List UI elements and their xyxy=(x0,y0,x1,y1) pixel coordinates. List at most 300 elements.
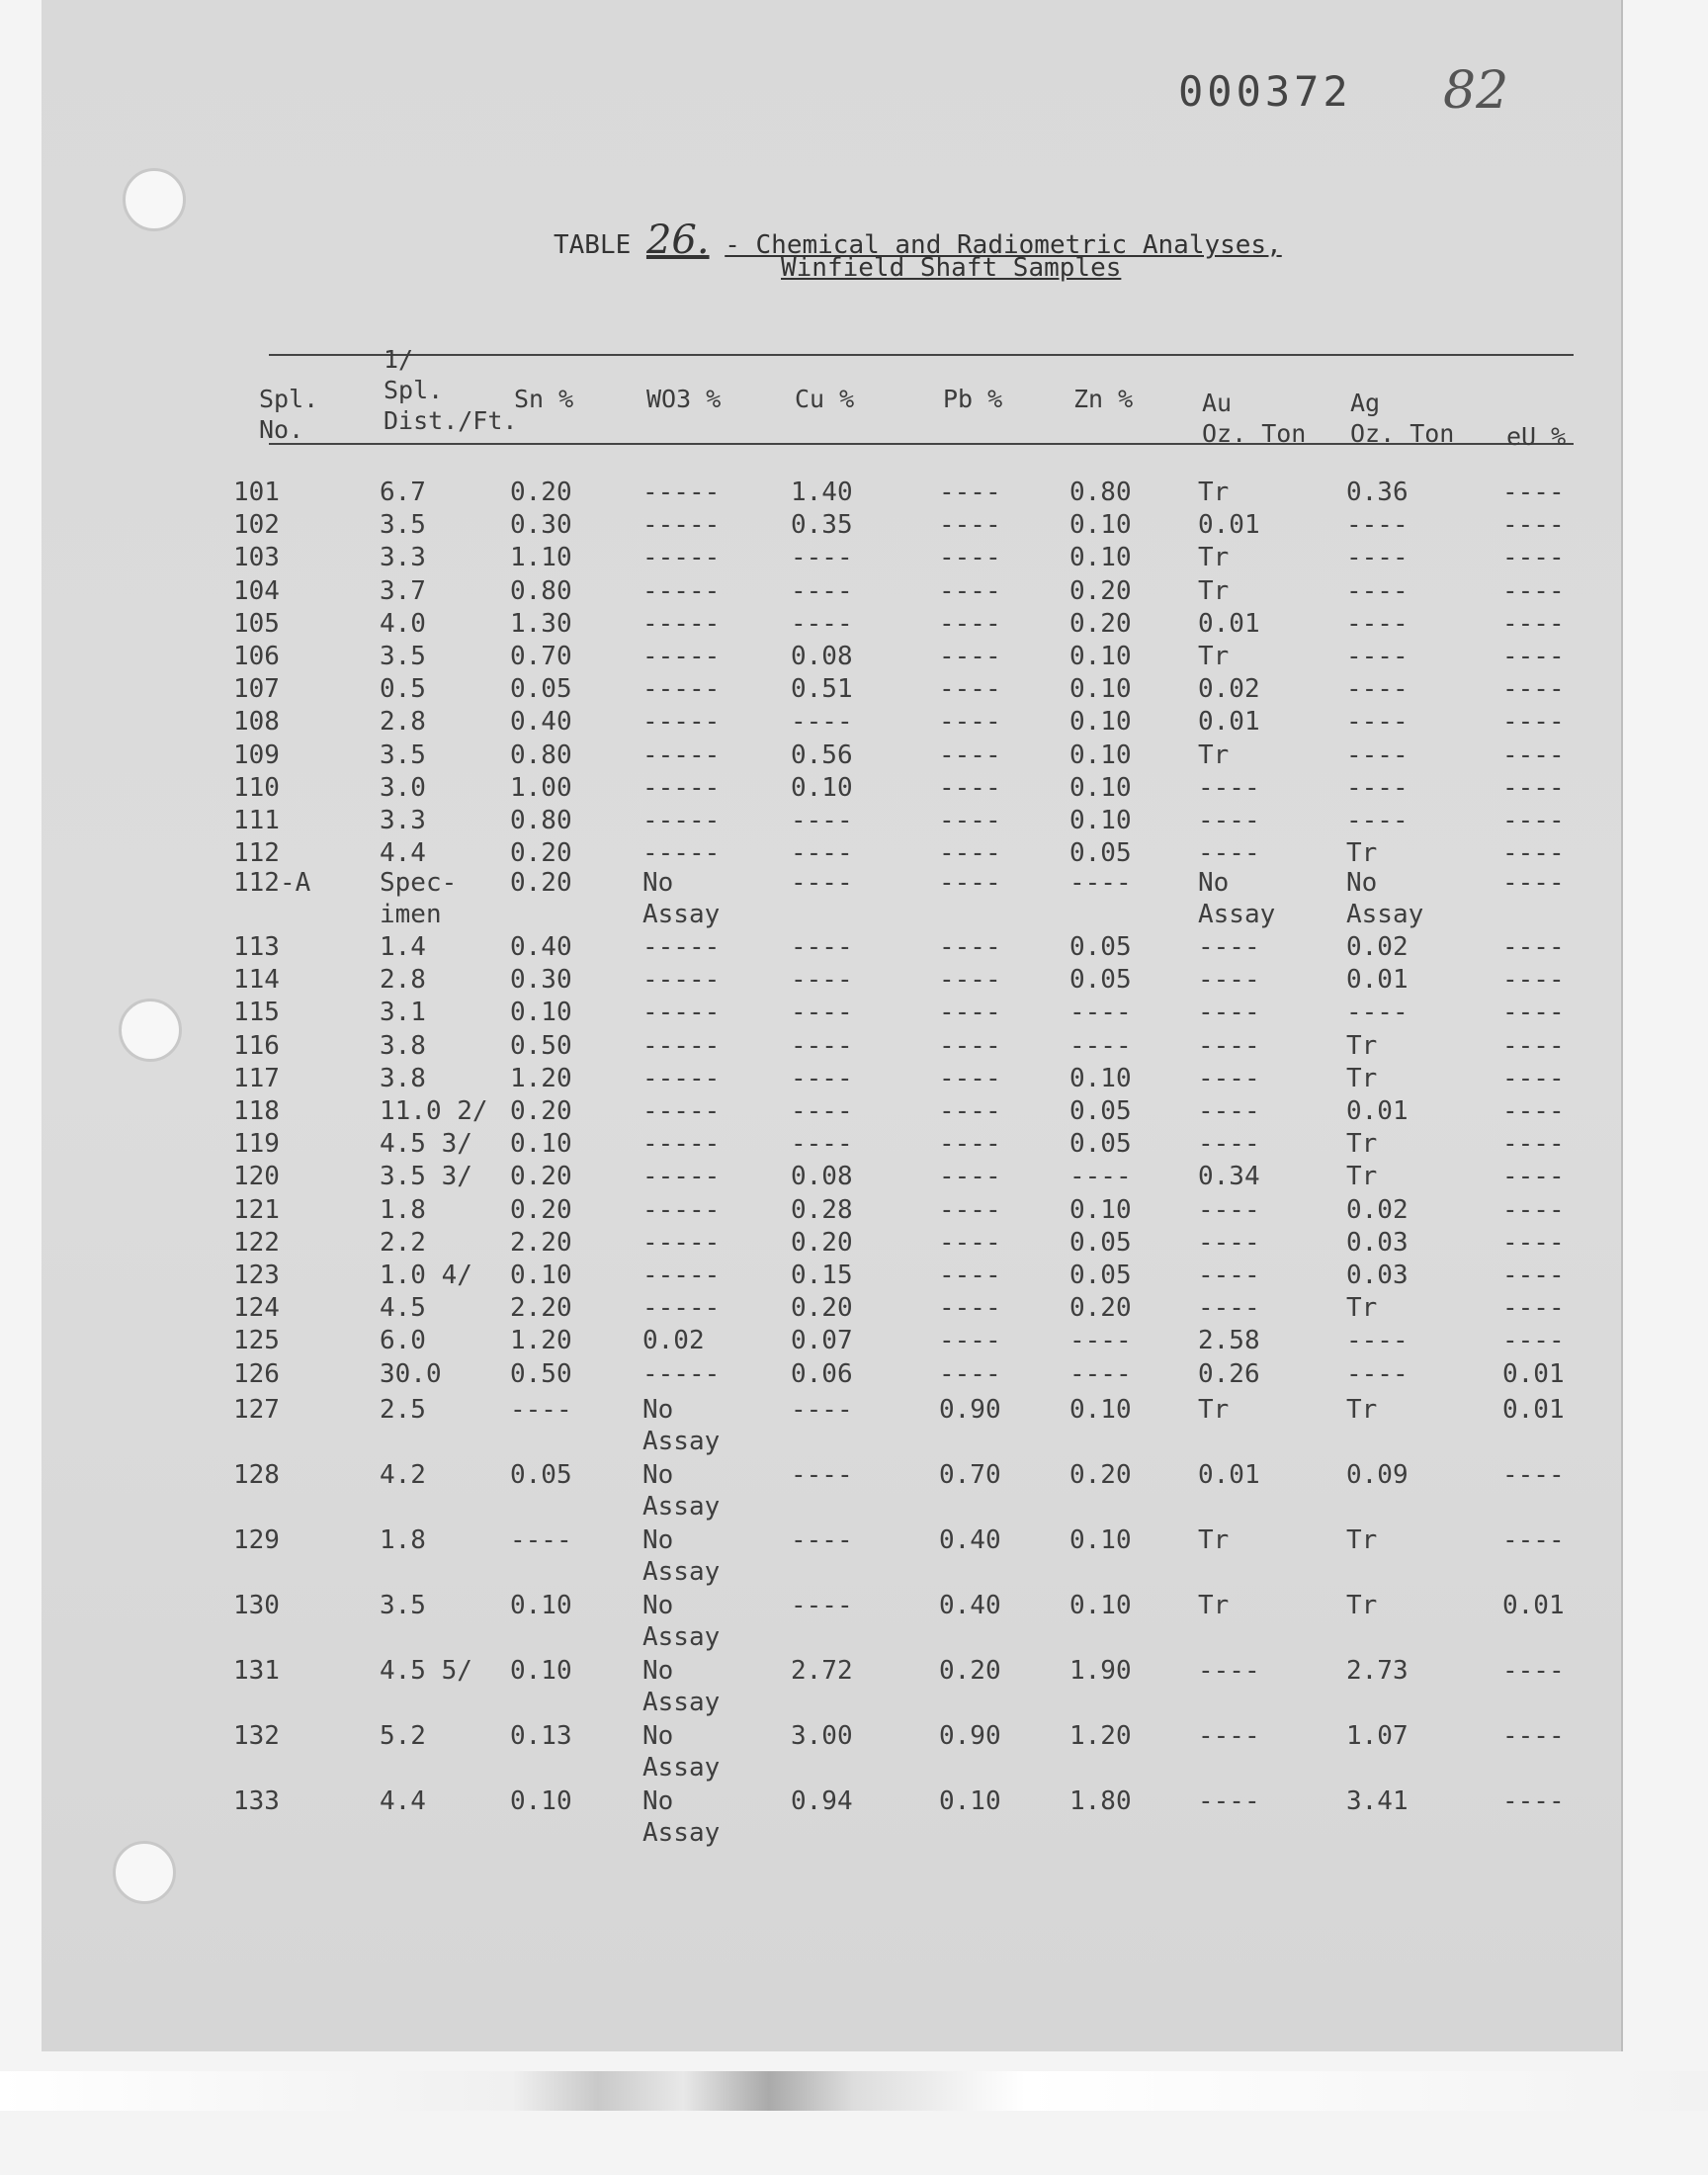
cell-zn: 1.90 xyxy=(1069,1656,1132,1686)
cell-zn: 0.10 xyxy=(1069,806,1132,835)
cell-eu: ---- xyxy=(1502,1096,1565,1126)
column-header-au: Au Oz. Ton xyxy=(1202,389,1307,448)
cell-dist: 3.5 xyxy=(380,1591,426,1620)
cell-no: 103 xyxy=(233,543,280,573)
cell-au: 0.01 xyxy=(1198,510,1260,541)
cell-pb: ---- xyxy=(939,932,1001,962)
cell-pb: ---- xyxy=(939,1293,1001,1324)
cell-ag: 3.41 xyxy=(1346,1786,1409,1816)
cell-pb: ---- xyxy=(939,998,1001,1028)
cell-zn: 1.20 xyxy=(1069,1721,1132,1751)
cell-cu: 0.08 xyxy=(791,642,853,671)
cell-zn: ---- xyxy=(1069,1326,1132,1356)
cell-au: Tr xyxy=(1198,740,1230,770)
cell-no: 129 xyxy=(233,1525,280,1555)
punch-hole-middle xyxy=(119,999,182,1062)
cell-zn: 0.80 xyxy=(1069,478,1132,507)
cell-eu: ---- xyxy=(1502,1129,1565,1160)
cell-sn: 1.10 xyxy=(510,543,572,573)
cell-au: 0.26 xyxy=(1198,1358,1260,1389)
cell-au: 0.01 xyxy=(1198,707,1260,738)
cell-dist: 3.5 xyxy=(380,510,426,541)
cell-ag: Tr xyxy=(1346,1162,1378,1192)
cell-au: ---- xyxy=(1198,1063,1260,1093)
cell-wo3: ----- xyxy=(642,674,721,705)
cell-eu: ---- xyxy=(1502,1786,1565,1816)
cell-wo3: ----- xyxy=(642,806,721,835)
cell-au: ---- xyxy=(1198,1293,1260,1324)
cell-zn: 0.10 xyxy=(1069,642,1132,671)
cell-au: ---- xyxy=(1198,1261,1260,1290)
cell-zn: 0.10 xyxy=(1069,740,1132,770)
cell-sn: 0.30 xyxy=(510,965,572,996)
cell-cu: 0.08 xyxy=(791,1162,853,1192)
cell-dist: 3.1 xyxy=(380,998,426,1028)
cell-zn: 0.10 xyxy=(1069,1591,1132,1620)
cell-ag: Tr xyxy=(1346,1591,1378,1620)
cell-sn: 0.50 xyxy=(510,1358,572,1389)
cell-cu: 0.06 xyxy=(791,1358,853,1389)
cell-wo3: ----- xyxy=(642,1194,721,1225)
cell-cu: 0.94 xyxy=(791,1786,853,1816)
cell-dist: 3.3 xyxy=(380,543,426,573)
cell-pb: ---- xyxy=(939,806,1001,835)
cell-dist: 0.5 xyxy=(380,674,426,705)
cell-zn: 0.05 xyxy=(1069,1227,1132,1258)
cell-au: ---- xyxy=(1198,838,1260,869)
cell-no: 118 xyxy=(233,1096,280,1126)
cell-cu: ---- xyxy=(791,543,853,573)
cell-wo3: No Assay xyxy=(642,1721,721,1783)
cell-wo3: ----- xyxy=(642,575,721,606)
cell-au: ---- xyxy=(1198,932,1260,962)
cell-sn: 0.40 xyxy=(510,932,572,962)
cell-cu: 0.07 xyxy=(791,1326,853,1356)
cell-ag: ---- xyxy=(1346,674,1409,705)
cell-ag: ---- xyxy=(1346,1358,1409,1389)
cell-dist: 3.5 xyxy=(380,740,426,770)
cell-no: 101 xyxy=(233,478,280,507)
cell-no: 115 xyxy=(233,998,280,1028)
cell-zn: 0.05 xyxy=(1069,1096,1132,1126)
cell-zn: 0.10 xyxy=(1069,510,1132,541)
cell-cu: 0.10 xyxy=(791,772,853,803)
cell-no: 102 xyxy=(233,510,280,541)
cell-eu: ---- xyxy=(1502,1162,1565,1192)
cell-dist: 3.3 xyxy=(380,806,426,835)
cell-wo3: ----- xyxy=(642,707,721,738)
cell-cu: ---- xyxy=(791,1129,853,1160)
cell-no: 110 xyxy=(233,772,280,803)
cell-no: 120 xyxy=(233,1162,280,1192)
cell-pb: ---- xyxy=(939,1326,1001,1356)
cell-zn: 0.10 xyxy=(1069,1194,1132,1225)
cell-wo3: ----- xyxy=(642,772,721,803)
cell-cu: 0.51 xyxy=(791,674,853,705)
cell-zn: 0.20 xyxy=(1069,1460,1132,1490)
cell-au: ---- xyxy=(1198,772,1260,803)
cell-pb: ---- xyxy=(939,1358,1001,1389)
cell-sn: 0.10 xyxy=(510,1656,572,1686)
cell-cu: ---- xyxy=(791,1395,853,1425)
cell-no: 116 xyxy=(233,1030,280,1061)
cell-ag: Tr xyxy=(1346,1525,1378,1555)
cell-zn: 0.05 xyxy=(1069,932,1132,962)
cell-ag: No Assay xyxy=(1346,868,1424,929)
cell-wo3: ----- xyxy=(642,608,721,639)
cell-sn: ---- xyxy=(510,1525,572,1555)
cell-wo3: 0.02 xyxy=(642,1326,705,1356)
cell-sn: 2.20 xyxy=(510,1227,572,1258)
cell-zn: 0.20 xyxy=(1069,1293,1132,1324)
cell-zn: 0.10 xyxy=(1069,674,1132,705)
cell-pb: ---- xyxy=(939,838,1001,869)
cell-sn: 0.20 xyxy=(510,478,572,507)
cell-cu: 0.15 xyxy=(791,1261,853,1290)
cell-ag: 0.03 xyxy=(1346,1227,1409,1258)
cell-no: 113 xyxy=(233,932,280,962)
cell-au: 0.02 xyxy=(1198,674,1260,705)
cell-sn: 0.70 xyxy=(510,642,572,671)
column-header-eu: eU % xyxy=(1506,422,1567,451)
cell-wo3: ----- xyxy=(642,1129,721,1160)
cell-au: 0.01 xyxy=(1198,1460,1260,1490)
cell-dist: 4.2 xyxy=(380,1460,426,1490)
cell-ag: 0.03 xyxy=(1346,1261,1409,1290)
cell-no: 121 xyxy=(233,1194,280,1225)
cell-sn: 0.20 xyxy=(510,1096,572,1126)
cell-sn: 0.05 xyxy=(510,1460,572,1490)
cell-sn: 0.30 xyxy=(510,510,572,541)
cell-zn: ---- xyxy=(1069,998,1132,1028)
cell-ag: 0.36 xyxy=(1346,478,1409,507)
cell-dist: 1.8 xyxy=(380,1525,426,1555)
cell-wo3: ----- xyxy=(642,838,721,869)
cell-eu: ---- xyxy=(1502,608,1565,639)
cell-zn: 0.10 xyxy=(1069,543,1132,573)
cell-eu: ---- xyxy=(1502,1261,1565,1290)
cell-eu: ---- xyxy=(1502,868,1565,898)
cell-cu: 0.35 xyxy=(791,510,853,541)
cell-no: 127 xyxy=(233,1395,280,1425)
cell-dist: 4.4 xyxy=(380,838,426,869)
cell-ag: Tr xyxy=(1346,1030,1378,1061)
cell-ag: Tr xyxy=(1346,838,1378,869)
cell-wo3: ----- xyxy=(642,642,721,671)
cell-sn: 0.20 xyxy=(510,1162,572,1192)
cell-au: ---- xyxy=(1198,806,1260,835)
cell-au: Tr xyxy=(1198,1395,1230,1425)
cell-dist: 3.7 xyxy=(380,575,426,606)
cell-wo3: No Assay xyxy=(642,1525,721,1587)
column-header-no: Spl. No. xyxy=(259,385,319,444)
cell-no: 128 xyxy=(233,1460,280,1490)
cell-pb: 0.70 xyxy=(939,1460,1001,1490)
cell-cu: ---- xyxy=(791,1525,853,1555)
cell-sn: 0.20 xyxy=(510,838,572,869)
cell-pb: 0.40 xyxy=(939,1525,1001,1555)
cell-eu: ---- xyxy=(1502,642,1565,671)
cell-eu: ---- xyxy=(1502,965,1565,996)
cell-cu: ---- xyxy=(791,965,853,996)
cell-eu: ---- xyxy=(1502,1293,1565,1324)
cell-wo3: No Assay xyxy=(642,868,721,929)
cell-eu: ---- xyxy=(1502,932,1565,962)
cell-cu: ---- xyxy=(791,868,853,898)
cell-dist: 4.5 3/ xyxy=(380,1129,472,1160)
cell-au: ---- xyxy=(1198,1129,1260,1160)
cell-no: 133 xyxy=(233,1786,280,1816)
cell-eu: ---- xyxy=(1502,1460,1565,1490)
cell-eu: ---- xyxy=(1502,1194,1565,1225)
cell-pb: ---- xyxy=(939,772,1001,803)
cell-pb: ---- xyxy=(939,608,1001,639)
cell-no: 108 xyxy=(233,707,280,738)
cell-ag: ---- xyxy=(1346,575,1409,606)
cell-pb: 0.40 xyxy=(939,1591,1001,1620)
cell-wo3: ----- xyxy=(642,1293,721,1324)
cell-pb: 0.10 xyxy=(939,1786,1001,1816)
cell-au: Tr xyxy=(1198,478,1230,507)
cell-ag: Tr xyxy=(1346,1293,1378,1324)
cell-eu: ---- xyxy=(1502,1030,1565,1061)
cell-zn: 0.05 xyxy=(1069,838,1132,869)
cell-cu: ---- xyxy=(791,1096,853,1126)
column-header-wo3: WO3 % xyxy=(646,385,722,413)
cell-cu: ---- xyxy=(791,1591,853,1620)
cell-no: 130 xyxy=(233,1591,280,1620)
cell-wo3: ----- xyxy=(642,1358,721,1389)
cell-wo3: ----- xyxy=(642,1030,721,1061)
cell-no: 107 xyxy=(233,674,280,705)
cell-no: 123 xyxy=(233,1261,280,1290)
cell-wo3: ----- xyxy=(642,965,721,996)
cell-au: Tr xyxy=(1198,1591,1230,1620)
cell-pb: ---- xyxy=(939,1096,1001,1126)
cell-dist: 2.5 xyxy=(380,1395,426,1425)
cell-cu: ---- xyxy=(791,608,853,639)
cell-au: ---- xyxy=(1198,1194,1260,1225)
cell-ag: ---- xyxy=(1346,510,1409,541)
cell-au: ---- xyxy=(1198,1656,1260,1686)
cell-dist: 3.0 xyxy=(380,772,426,803)
cell-zn: 0.10 xyxy=(1069,707,1132,738)
cell-cu: ---- xyxy=(791,1063,853,1093)
cell-wo3: ----- xyxy=(642,1227,721,1258)
cell-wo3: No Assay xyxy=(642,1460,721,1522)
cell-au: Tr xyxy=(1198,642,1230,671)
cell-ag: Tr xyxy=(1346,1063,1378,1093)
cell-cu: ---- xyxy=(791,806,853,835)
cell-sn: 0.80 xyxy=(510,740,572,770)
cell-au: ---- xyxy=(1198,1786,1260,1816)
cell-pb: 0.90 xyxy=(939,1721,1001,1751)
cell-dist: 6.0 xyxy=(380,1326,426,1356)
cell-wo3: ----- xyxy=(642,932,721,962)
cell-eu: 0.01 xyxy=(1502,1591,1565,1620)
cell-no: 105 xyxy=(233,608,280,639)
cell-au: ---- xyxy=(1198,1096,1260,1126)
cell-eu: ---- xyxy=(1502,1063,1565,1093)
cell-eu: ---- xyxy=(1502,510,1565,541)
cell-dist: 1.4 xyxy=(380,932,426,962)
cell-wo3: ----- xyxy=(642,740,721,770)
cell-zn: ---- xyxy=(1069,1030,1132,1061)
cell-eu: ---- xyxy=(1502,1721,1565,1751)
cell-dist: 3.8 xyxy=(380,1063,426,1093)
cell-sn: 0.50 xyxy=(510,1030,572,1061)
cell-au: 2.58 xyxy=(1198,1326,1260,1356)
cell-no: 124 xyxy=(233,1293,280,1324)
cell-cu: ---- xyxy=(791,575,853,606)
cell-eu: ---- xyxy=(1502,1227,1565,1258)
cell-ag: Tr xyxy=(1346,1395,1378,1425)
cell-sn: 1.20 xyxy=(510,1326,572,1356)
cell-dist: Spec- imen xyxy=(380,868,458,929)
cell-cu: ---- xyxy=(791,838,853,869)
cell-pb: ---- xyxy=(939,642,1001,671)
cell-sn: 0.40 xyxy=(510,707,572,738)
cell-eu: ---- xyxy=(1502,806,1565,835)
cell-no: 114 xyxy=(233,965,280,996)
cell-cu: ---- xyxy=(791,1030,853,1061)
cell-pb: ---- xyxy=(939,1194,1001,1225)
cell-no: 119 xyxy=(233,1129,280,1160)
cell-eu: ---- xyxy=(1502,740,1565,770)
cell-no: 106 xyxy=(233,642,280,671)
cell-wo3: ----- xyxy=(642,1096,721,1126)
page-number: 82 xyxy=(1443,61,1509,121)
cell-zn: 1.80 xyxy=(1069,1786,1132,1816)
cell-eu: ---- xyxy=(1502,1656,1565,1686)
cell-pb: 0.90 xyxy=(939,1395,1001,1425)
cell-pb: ---- xyxy=(939,1227,1001,1258)
cell-dist: 3.5 xyxy=(380,642,426,671)
cell-ag: 1.07 xyxy=(1346,1721,1409,1751)
cell-pb: ---- xyxy=(939,575,1001,606)
cell-sn: 0.13 xyxy=(510,1721,572,1751)
cell-pb: ---- xyxy=(939,1162,1001,1192)
cell-ag: ---- xyxy=(1346,806,1409,835)
title-prefix: TABLE xyxy=(554,230,632,260)
cell-cu: ---- xyxy=(791,932,853,962)
cell-dist: 11.0 2/ xyxy=(380,1096,488,1126)
cell-ag: Tr xyxy=(1346,1129,1378,1160)
cell-dist: 1.8 xyxy=(380,1194,426,1225)
cell-sn: 0.10 xyxy=(510,998,572,1028)
cell-ag: 2.73 xyxy=(1346,1656,1409,1686)
cell-no: 132 xyxy=(233,1721,280,1751)
cell-pb: 0.20 xyxy=(939,1656,1001,1686)
cell-eu: ---- xyxy=(1502,838,1565,869)
cell-pb: ---- xyxy=(939,1129,1001,1160)
column-header-sn: Sn % xyxy=(514,385,574,413)
cell-cu: 0.20 xyxy=(791,1227,853,1258)
cell-zn: ---- xyxy=(1069,1162,1132,1192)
cell-wo3: ----- xyxy=(642,1162,721,1192)
cell-ag: ---- xyxy=(1346,740,1409,770)
cell-dist: 30.0 xyxy=(380,1358,442,1389)
cell-sn: 1.00 xyxy=(510,772,572,803)
cell-eu: ---- xyxy=(1502,1326,1565,1356)
table-subtitle: Winfield Shaft Samples xyxy=(781,253,1122,283)
cell-sn: 0.10 xyxy=(510,1129,572,1160)
column-header-zn: Zn % xyxy=(1073,385,1134,413)
cell-pb: ---- xyxy=(939,1030,1001,1061)
cell-ag: 0.01 xyxy=(1346,965,1409,996)
cell-wo3: ----- xyxy=(642,543,721,573)
cell-zn: ---- xyxy=(1069,868,1132,898)
cell-wo3: No Assay xyxy=(642,1395,721,1456)
column-header-dist: 1/ Spl. Dist./Ft. xyxy=(384,345,518,435)
cell-zn: 0.10 xyxy=(1069,1525,1132,1555)
punch-hole-top xyxy=(123,168,186,231)
cell-cu: 1.40 xyxy=(791,478,853,507)
cell-zn: 0.10 xyxy=(1069,1063,1132,1093)
cell-au: ---- xyxy=(1198,998,1260,1028)
cell-dist: 4.0 xyxy=(380,608,426,639)
cell-cu: 0.20 xyxy=(791,1293,853,1324)
cell-au: ---- xyxy=(1198,1227,1260,1258)
cell-wo3: ----- xyxy=(642,998,721,1028)
cell-ag: ---- xyxy=(1346,608,1409,639)
cell-sn: 0.20 xyxy=(510,1194,572,1225)
cell-wo3: ----- xyxy=(642,1063,721,1093)
cell-ag: ---- xyxy=(1346,642,1409,671)
cell-no: 112 xyxy=(233,838,280,869)
cell-ag: 0.02 xyxy=(1346,1194,1409,1225)
cell-au: ---- xyxy=(1198,965,1260,996)
cell-wo3: No Assay xyxy=(642,1656,721,1717)
cell-pb: ---- xyxy=(939,478,1001,507)
cell-dist: 2.2 xyxy=(380,1227,426,1258)
cell-ag: ---- xyxy=(1346,772,1409,803)
cell-eu: ---- xyxy=(1502,674,1565,705)
cell-no: 126 xyxy=(233,1358,280,1389)
cell-au: ---- xyxy=(1198,1721,1260,1751)
cell-wo3: ----- xyxy=(642,510,721,541)
cell-pb: ---- xyxy=(939,1063,1001,1093)
cell-dist: 3.5 3/ xyxy=(380,1162,472,1192)
title-line1: - Chemical and Radiometric Analyses, xyxy=(725,230,1282,260)
cell-au: 0.01 xyxy=(1198,608,1260,639)
cell-au: ---- xyxy=(1198,1030,1260,1061)
cell-ag: 0.01 xyxy=(1346,1096,1409,1126)
cell-eu: ---- xyxy=(1502,772,1565,803)
cell-pb: ---- xyxy=(939,1261,1001,1290)
cell-no: 112-A xyxy=(233,868,311,898)
cell-eu: 0.01 xyxy=(1502,1358,1565,1389)
cell-wo3: ----- xyxy=(642,478,721,507)
cell-dist: 1.0 4/ xyxy=(380,1261,472,1290)
cell-pb: ---- xyxy=(939,543,1001,573)
cell-sn: ---- xyxy=(510,1395,572,1425)
column-header-pb: Pb % xyxy=(943,385,1003,413)
cell-pb: ---- xyxy=(939,740,1001,770)
table-number: 26. xyxy=(645,218,710,263)
cell-ag: 0.02 xyxy=(1346,932,1409,962)
cell-pb: ---- xyxy=(939,674,1001,705)
cell-sn: 1.20 xyxy=(510,1063,572,1093)
cell-zn: 0.10 xyxy=(1069,1395,1132,1425)
cell-zn: 0.20 xyxy=(1069,608,1132,639)
cell-eu: ---- xyxy=(1502,478,1565,507)
cell-sn: 0.10 xyxy=(510,1786,572,1816)
cell-pb: ---- xyxy=(939,707,1001,738)
document-id: 000372 xyxy=(1178,67,1352,116)
cell-no: 131 xyxy=(233,1656,280,1686)
cell-sn: 0.10 xyxy=(510,1591,572,1620)
